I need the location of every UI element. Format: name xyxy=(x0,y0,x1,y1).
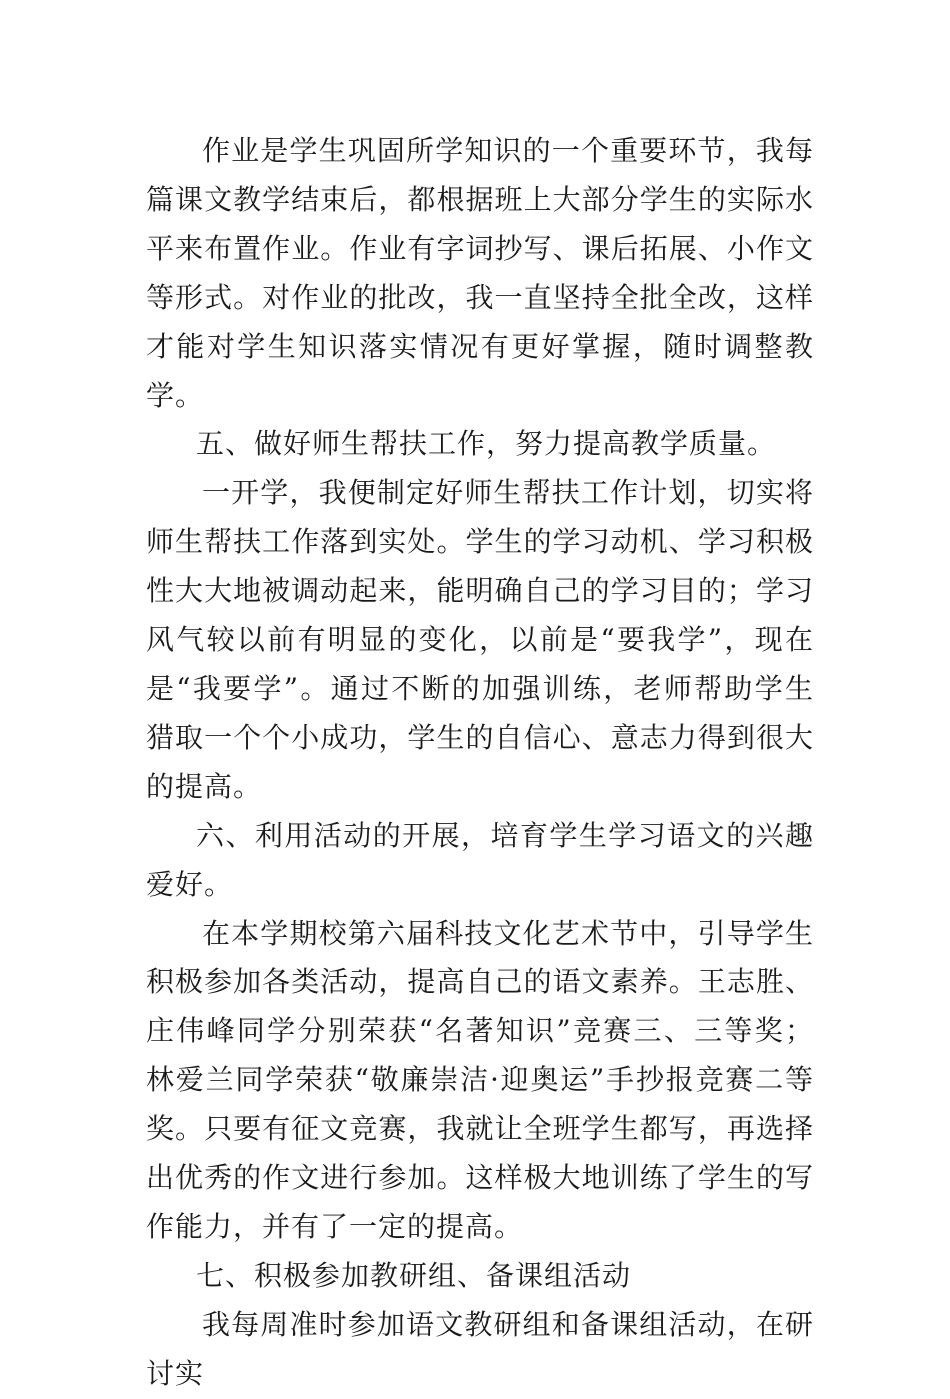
section-heading-five: 五、做好师生帮扶工作，努力提高教学质量。 xyxy=(196,427,777,461)
paragraph-research-group: 我每周准时参加语文教研组和备课组活动，在研讨实 xyxy=(146,1307,814,1390)
paragraph-mentoring: 一开学，我便制定好师生帮扶工作计划，切实将师生帮扶工作落到实处。学生的学习动机、学习积极性大大地被调动起来，能明确自己的学习目的；学习风气较以前有明显的变化，以前是“要我学”，现在是“我要学”。通过不断的加强训练，老师帮助学生猎取一个个小成功，学生的自信心、意志力得到很大的提高。 xyxy=(146,476,814,803)
section-heading-seven: 七、积极参加教研组、备课组活动 xyxy=(196,1258,632,1292)
paragraph-activities: 在本学期校第六届科技文化艺术节中，引导学生积极参加各类活动，提高自己的语文素养。王志胜、庄伟峰同学分别荣获“名著知识”竞赛三、三等奖；林爱兰同学荣获“敬廉崇洁·迎奥运”手抄报竞赛二等奖。只要有征文竞赛，我就让全班学生都写，再选择出优秀的作文进行参加。这样极大地训练了学生的写作能力，并有了一定的提高。 xyxy=(146,916,814,1243)
document-body xyxy=(146,127,814,1399)
section-heading-six: 六、利用活动的开展，培育学生学习语文的兴趣爱好。 xyxy=(146,818,814,901)
paragraph-homework: 作业是学生巩固所学知识的一个重要环节，我每篇课文教学结束后，都根据班上大部分学生的实际水平来布置作业。作业有字词抄写、课后拓展、小作文等形式。对作业的批改，我一直坚持全批全改，这样才能对学生知识落实情况有更好掌握，随时调整教学。 xyxy=(146,134,814,412)
